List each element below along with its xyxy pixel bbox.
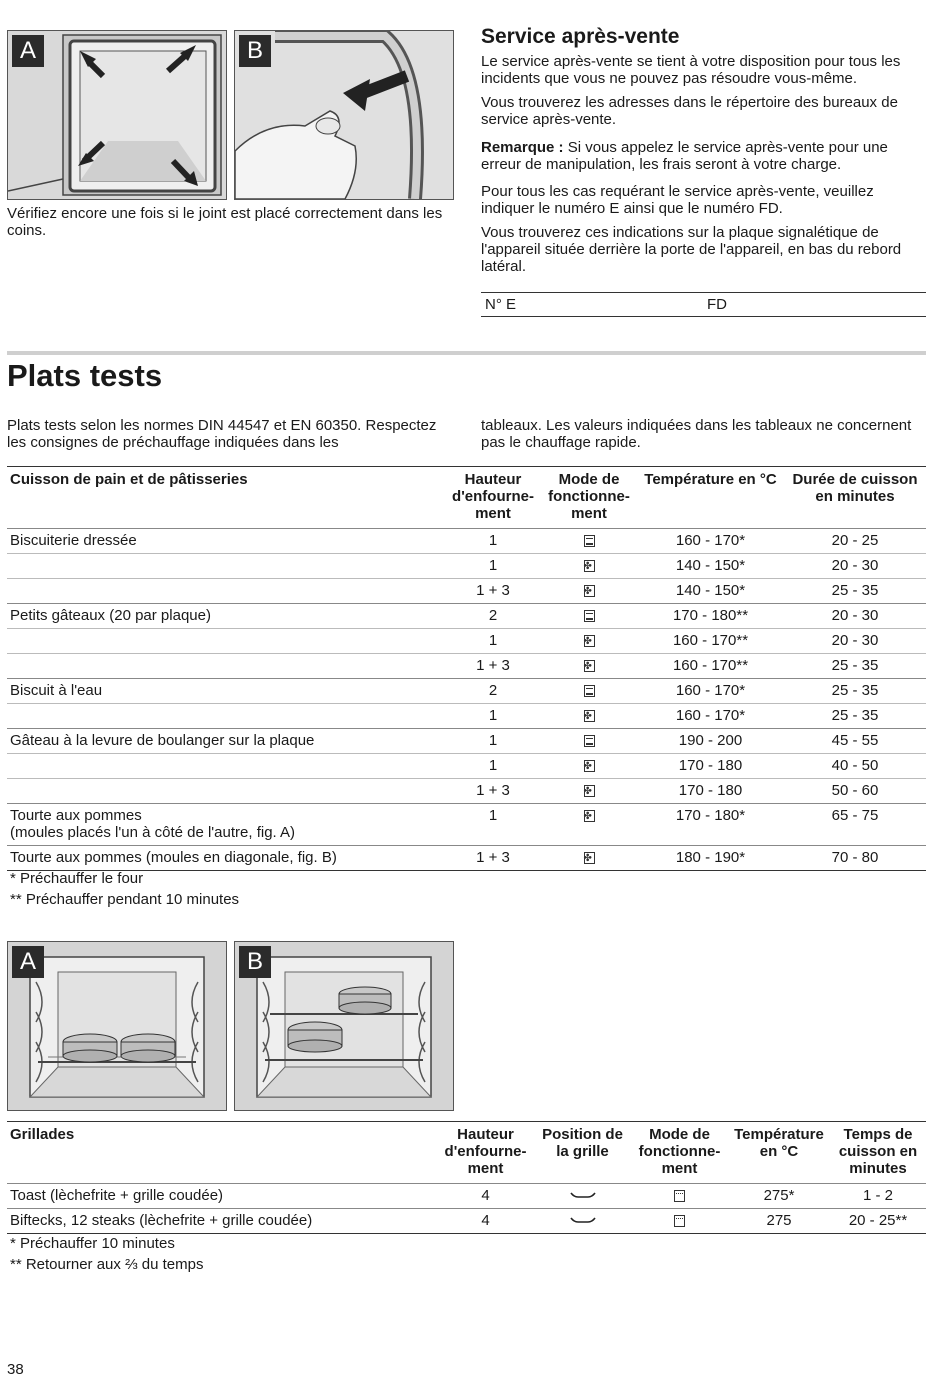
column-header: Temps de cuisson en minutes bbox=[838, 1126, 918, 1177]
grilling-table-notes bbox=[10, 1233, 203, 1275]
table-row bbox=[7, 754, 926, 779]
grilling-table bbox=[7, 1121, 926, 1234]
temperature-cell: 170 - 180 bbox=[678, 757, 743, 774]
hot-air-mode-icon bbox=[584, 760, 595, 772]
hot-air-mode-icon bbox=[584, 785, 595, 797]
baking-table bbox=[7, 466, 926, 871]
table-row bbox=[7, 604, 926, 629]
mode-cell bbox=[541, 529, 637, 554]
level-cell: 2 bbox=[488, 682, 498, 699]
table-row bbox=[7, 679, 926, 704]
time-cell: 20 - 30 bbox=[831, 557, 879, 574]
top-bottom-heat-icon bbox=[584, 535, 595, 547]
column-header: Température en °C bbox=[734, 1126, 824, 1160]
section-divider bbox=[7, 351, 926, 355]
level-cell: 1 bbox=[488, 807, 498, 824]
time-cell: 20 - 30 bbox=[831, 632, 879, 649]
dish-cell bbox=[7, 654, 445, 679]
dish-cell bbox=[7, 554, 445, 579]
mode-cell bbox=[541, 654, 637, 679]
hot-air-mode-icon bbox=[584, 585, 595, 597]
figure-label: B bbox=[239, 946, 271, 978]
footnote: * Préchauffer le four bbox=[10, 870, 144, 887]
time-cell: 25 - 35 bbox=[831, 682, 879, 699]
hot-air-mode-icon bbox=[584, 852, 595, 864]
table-row bbox=[7, 729, 926, 754]
level-cell: 4 bbox=[481, 1187, 490, 1204]
figure-caption: Vérifiez encore une fois si le joint est placé correctement dans les coins. bbox=[7, 205, 443, 239]
mode-cell bbox=[541, 754, 637, 779]
service-paragraph: Pour tous les cas requérant le service après-vente, veuillez indiquer le numéro E ainsi que le numéro FD. bbox=[481, 183, 874, 217]
level-cell: 4 bbox=[481, 1212, 490, 1229]
service-paragraph: Vous trouverez ces indications sur la plaque signalétique de l'appareil située derrière la porte de l'appareil, en bas du rebord latéral. bbox=[481, 224, 902, 275]
mode-cell bbox=[541, 579, 637, 604]
time-cell: 20 - 30 bbox=[831, 607, 879, 624]
time-cell: 70 - 80 bbox=[831, 849, 879, 866]
temperature-cell: 170 - 180* bbox=[675, 807, 746, 824]
service-paragraph: Vous trouverez les adresses dans le répertoire des bureaux de service après-vente. bbox=[481, 94, 898, 128]
table-row bbox=[7, 1209, 926, 1234]
dish-cell: Toast (lèchefrite + grille coudée) bbox=[10, 1187, 224, 1204]
footnote: ** Retourner aux ⅔ du temps bbox=[10, 1256, 204, 1273]
mode-cell bbox=[541, 554, 637, 579]
dish-cell: Gâteau à la levure de boulanger sur la plaque bbox=[10, 732, 315, 749]
table-row bbox=[7, 529, 926, 554]
temperature-cell: 170 - 180 bbox=[678, 782, 743, 799]
dish-cell: Biscuiterie dressée bbox=[10, 532, 137, 549]
table-row bbox=[7, 629, 926, 654]
time-cell: 1 - 2 bbox=[862, 1187, 893, 1204]
dish-cell bbox=[7, 579, 445, 604]
remark-label: Remarque : bbox=[481, 139, 564, 156]
temperature-cell: 160 - 170* bbox=[675, 707, 746, 724]
hot-air-mode-icon bbox=[584, 710, 595, 722]
mode-cell bbox=[541, 704, 637, 729]
dish-cell: Biftecks, 12 steaks (lèchefrite + grille coudée) bbox=[10, 1212, 313, 1229]
dish-cell bbox=[7, 629, 445, 654]
mode-cell bbox=[631, 1209, 728, 1234]
intro-left: Plats tests selon les normes DIN 44547 et EN 60350. Respectez les consignes de préchauffage indiquées dans les bbox=[7, 417, 437, 451]
time-cell: 50 - 60 bbox=[831, 782, 879, 799]
dish-cell: Biscuit à l'eau bbox=[10, 682, 103, 699]
table-row bbox=[7, 554, 926, 579]
table-row bbox=[7, 704, 926, 729]
temperature-cell: 170 - 180** bbox=[672, 607, 749, 624]
level-cell: 2 bbox=[488, 607, 498, 624]
level-cell: 1 bbox=[488, 732, 498, 749]
bent-rack-icon bbox=[570, 1190, 596, 1200]
column-header: Cuisson de pain et de pâtisseries bbox=[10, 471, 248, 488]
column-header: Température en °C bbox=[644, 471, 777, 488]
column-header: Durée de cuisson en minutes bbox=[792, 471, 918, 505]
plats-tests-heading: Plats tests bbox=[7, 358, 163, 393]
level-cell: 1 bbox=[488, 632, 498, 649]
level-cell: 1 bbox=[488, 707, 498, 724]
table-row bbox=[7, 579, 926, 604]
table-row bbox=[7, 846, 926, 871]
dish-cell bbox=[7, 754, 445, 779]
temperature-cell: 160 - 170** bbox=[672, 657, 749, 674]
level-cell: 1 + 3 bbox=[476, 782, 510, 799]
temperature-cell: 275 bbox=[766, 1212, 792, 1229]
temperature-cell: 275* bbox=[763, 1187, 795, 1204]
figure-b-top bbox=[234, 30, 454, 200]
hot-air-mode-icon bbox=[584, 660, 595, 672]
time-cell: 65 - 75 bbox=[831, 807, 879, 824]
table-row bbox=[7, 779, 926, 804]
grill-mode-icon bbox=[674, 1190, 685, 1202]
figure-b-cakes-diagonal bbox=[234, 941, 454, 1111]
mode-cell bbox=[541, 729, 637, 754]
dish-cell: Petits gâteaux (20 par plaque) bbox=[10, 607, 211, 624]
hot-air-mode-icon bbox=[584, 560, 595, 572]
table-row bbox=[7, 1184, 926, 1209]
intro-right: tableaux. Les valeurs indiquées dans les tableaux ne concernent pas le chauffage rapide. bbox=[481, 417, 912, 451]
dish-cell bbox=[7, 704, 445, 729]
level-cell: 1 + 3 bbox=[476, 657, 510, 674]
time-cell: 40 - 50 bbox=[831, 757, 879, 774]
mode-cell bbox=[541, 679, 637, 704]
footnote: * Préchauffer 10 minutes bbox=[10, 1235, 175, 1252]
mode-cell bbox=[541, 846, 637, 871]
e-number-field-label: N° E bbox=[485, 296, 517, 313]
column-header: Position de la grille bbox=[542, 1126, 623, 1160]
figure-label: A bbox=[12, 946, 44, 978]
temperature-cell: 140 - 150* bbox=[675, 582, 746, 599]
bent-rack-icon bbox=[570, 1215, 596, 1225]
top-bottom-heat-icon bbox=[584, 735, 595, 747]
service-remark bbox=[481, 139, 926, 173]
level-cell: 1 + 3 bbox=[476, 582, 510, 599]
grill-mode-icon bbox=[674, 1215, 685, 1227]
time-cell: 25 - 35 bbox=[831, 707, 879, 724]
hot-air-mode-icon bbox=[584, 810, 595, 822]
service-paragraph: Le service après-vente se tient à votre disposition pour tous les incidents que vous ne pouvez pas résoudre vous-même. bbox=[481, 53, 901, 87]
top-bottom-heat-icon bbox=[584, 610, 595, 622]
remark-text: Si vous appelez le service après-vente pour une erreur de manipulation, les frais seront à votre charge. bbox=[481, 139, 888, 173]
mode-cell bbox=[541, 604, 637, 629]
figure-a-top bbox=[7, 30, 227, 200]
rack-position-cell bbox=[534, 1209, 631, 1234]
dish-cell: Tourte aux pommes (moules placés l'un à côté de l'autre, fig. A) bbox=[10, 807, 296, 841]
table-row bbox=[7, 654, 926, 679]
figure-a-cakes-side-by-side bbox=[7, 941, 227, 1111]
page-number: 38 bbox=[7, 1361, 24, 1378]
time-cell: 20 - 25 bbox=[831, 532, 879, 549]
hot-air-mode-icon bbox=[584, 635, 595, 647]
dish-cell: Tourte aux pommes (moules en diagonale, fig. B) bbox=[10, 849, 337, 866]
time-cell: 25 - 35 bbox=[831, 657, 879, 674]
level-cell: 1 + 3 bbox=[476, 849, 510, 866]
baking-table-notes bbox=[10, 868, 239, 910]
column-header: Mode de fonctionne- ment bbox=[638, 1126, 721, 1177]
dish-cell bbox=[7, 779, 445, 804]
temperature-cell: 140 - 150* bbox=[675, 557, 746, 574]
time-cell: 25 - 35 bbox=[831, 582, 879, 599]
temperature-cell: 160 - 170* bbox=[675, 532, 746, 549]
time-cell: 20 - 25** bbox=[848, 1212, 908, 1229]
mode-cell bbox=[541, 629, 637, 654]
figure-label: A bbox=[12, 35, 44, 67]
fd-number-field-label: FD bbox=[707, 296, 727, 313]
temperature-cell: 190 - 200 bbox=[678, 732, 743, 749]
temperature-cell: 160 - 170** bbox=[672, 632, 749, 649]
mode-cell bbox=[541, 804, 637, 846]
temperature-cell: 160 - 170* bbox=[675, 682, 746, 699]
service-heading: Service après-vente bbox=[481, 25, 680, 48]
table-row bbox=[7, 804, 926, 846]
rack-position-cell bbox=[534, 1184, 631, 1209]
mode-cell bbox=[631, 1184, 728, 1209]
column-header: Grillades bbox=[10, 1126, 75, 1143]
column-header: Hauteur d'enfourne- ment bbox=[444, 1126, 527, 1177]
level-cell: 1 bbox=[488, 557, 498, 574]
top-bottom-heat-icon bbox=[584, 685, 595, 697]
time-cell: 45 - 55 bbox=[831, 732, 879, 749]
level-cell: 1 bbox=[488, 532, 498, 549]
mode-cell bbox=[541, 779, 637, 804]
temperature-cell: 180 - 190* bbox=[675, 849, 746, 866]
footnote: ** Préchauffer pendant 10 minutes bbox=[10, 891, 240, 908]
column-header: Hauteur d'enfourne- ment bbox=[452, 471, 534, 522]
figure-label: B bbox=[239, 35, 271, 67]
level-cell: 1 bbox=[488, 757, 498, 774]
column-header: Mode de fonctionne- ment bbox=[548, 471, 630, 522]
